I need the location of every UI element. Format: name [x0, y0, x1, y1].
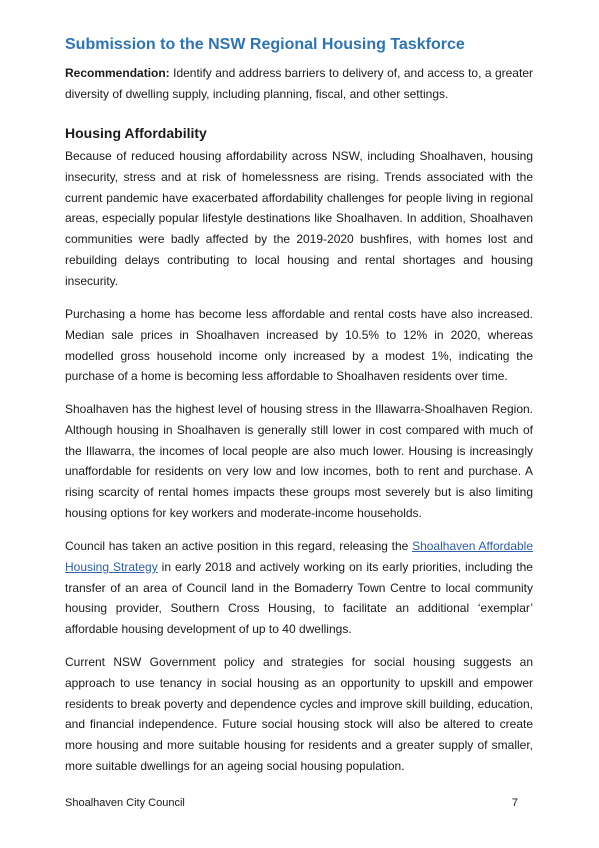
paragraph-4-text-start: Council has taken an active position in this regard, releasing the: [65, 539, 413, 553]
paragraph-2: Purchasing a home has become less affordable and rental costs have also increased. Median sale prices in Shoalhaven increased by 10.5% to 12% in 2020, whereas modelled gross household income only increased by a modest 1%, indicating the purchase of a home is becoming less affordable to Shoalhaven residents over time.: [65, 307, 533, 384]
recommendation-paragraph: [65, 63, 533, 105]
paragraph-3: Shoalhaven has the highest level of housing stress in the Illawarra-Shoalhaven Region. Although housing in Shoalhaven is generally still lower in cost compared with much of the Illawarra, the incomes of local people are also much lower. Housing is increasingly unaffordable for residents on very low and low incomes, both to rent and purchase. A rising scarcity of rental homes impacts these groups most severely but is also limiting housing options for key workers and moderate-income households.: [65, 402, 533, 520]
document-title: Submission to the NSW Regional Housing Taskforce: [65, 36, 465, 53]
recommendation-label: Recommendation:: [65, 66, 170, 80]
section-heading: Housing Affordability: [65, 125, 207, 141]
affordable-housing-strategy-link[interactable]: Shoalhaven Affordable Housing Strategy: [65, 539, 534, 574]
paragraph-4: [65, 536, 533, 640]
paragraph-5: Current NSW Government policy and strategies for social housing suggests an approach to use tenancy in social housing as an opportunity to upskill and empower residents to break poverty and dependence cycles and improve skill building, education, and financial independence. Future social housing stock will also be altered to create more housing and more suitable housing for residents and a greater supply of smaller, more suitable dwellings for an ageing social housing population.: [65, 655, 533, 773]
footer-page-number: 7: [511, 797, 518, 809]
page-footer: [65, 797, 518, 809]
paragraph-4-text-end: in early 2018 and actively working on its early priorities, including the transfer of an area of Council land in the Bomaderry Town Centre to local community housing provider, Southern Cross Housing, to facilitate an additional ‘exemplar’ affordable housing development of up to 40 dwellings.: [65, 559, 533, 637]
footer-organization: Shoalhaven City Council: [65, 797, 185, 809]
paragraph-1: Because of reduced housing affordability across NSW, including Shoalhaven, housing insecurity, stress and at risk of homelessness are rising. Trends associated with the current pandemic have exacerbated affordability challenges for people living in regional areas, especially popular lifestyle destinations like Shoalhaven. In addition, Shoalhaven communities were badly affected by the 2019-2020 bushfires, with homes lost and rebuilding delays contributing to local housing and rental shortages and housing insecurity.: [65, 149, 533, 288]
recommendation-text: Identify and address barriers to delivery of, and access to, a greater diversity of dwelling supply, including planning, fiscal, and other settings.: [65, 66, 533, 101]
